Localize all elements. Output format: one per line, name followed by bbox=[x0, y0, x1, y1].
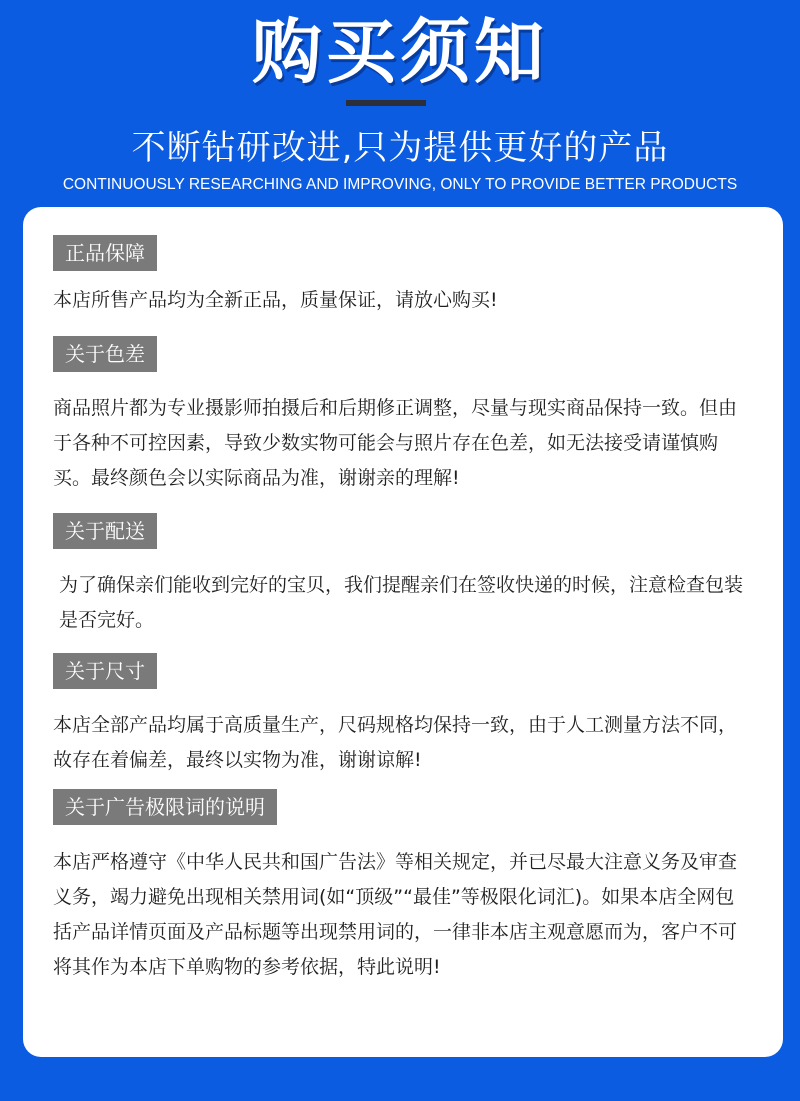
notice-card bbox=[23, 207, 783, 1057]
subtitle-english: CONTINUOUSLY RESEARCHING AND IMPROVING, ONLY TO PROVIDE BETTER PRODUCTS bbox=[62, 176, 738, 193]
section-text-authentic: 本店所售产品均为全新正品，质量保证，请放心购买! bbox=[53, 289, 498, 311]
section-heading-delivery: 关于配送 bbox=[53, 513, 157, 549]
subtitle: 不断钻研改进,只为提供更好的产品 bbox=[131, 128, 669, 168]
section-text-size: 本店全部产品均属于高质量生产，尺码规格均保持一致，由于人工测量方法不同，故存在着偏差，最终以实物为准，谢谢谅解! bbox=[53, 714, 738, 771]
section-text-delivery: 为了确保亲们能收到完好的宝贝，我们提醒亲们在签收快递的时候，注意检查包装是否完好。 bbox=[59, 574, 744, 631]
section-heading-ad-terms: 关于广告极限词的说明 bbox=[53, 789, 277, 825]
section-heading-size: 关于尺寸 bbox=[53, 653, 157, 689]
section-heading-authentic: 正品保障 bbox=[53, 235, 157, 271]
page-title: 购买须知 bbox=[252, 11, 548, 93]
title-underline bbox=[346, 100, 426, 106]
section-text-ad-terms: 本店严格遵守《中华人民共和国广告法》等相关规定，并已尽最大注意义务及审查义务，竭力避免出现相关禁用词(如“顶级”“最佳”等极限化词汇)。如果本店全网包括产品详情页面及产品标题等出现禁用词的，一律非本店主观意愿而为，客户不可将其作为本店下单购物的参考依据，特此说明! bbox=[53, 851, 738, 978]
header bbox=[0, 0, 800, 200]
section-heading-color-difference: 关于色差 bbox=[53, 336, 157, 372]
section-text-color-difference: 商品照片都为专业摄影师拍摄后和后期修正调整，尽量与现实商品保持一致。但由于各种不可控因素，导致少数实物可能会与照片存在色差，如无法接受请谨慎购买。最终颜色会以实际商品为准，谢谢亲的理解! bbox=[53, 397, 738, 489]
